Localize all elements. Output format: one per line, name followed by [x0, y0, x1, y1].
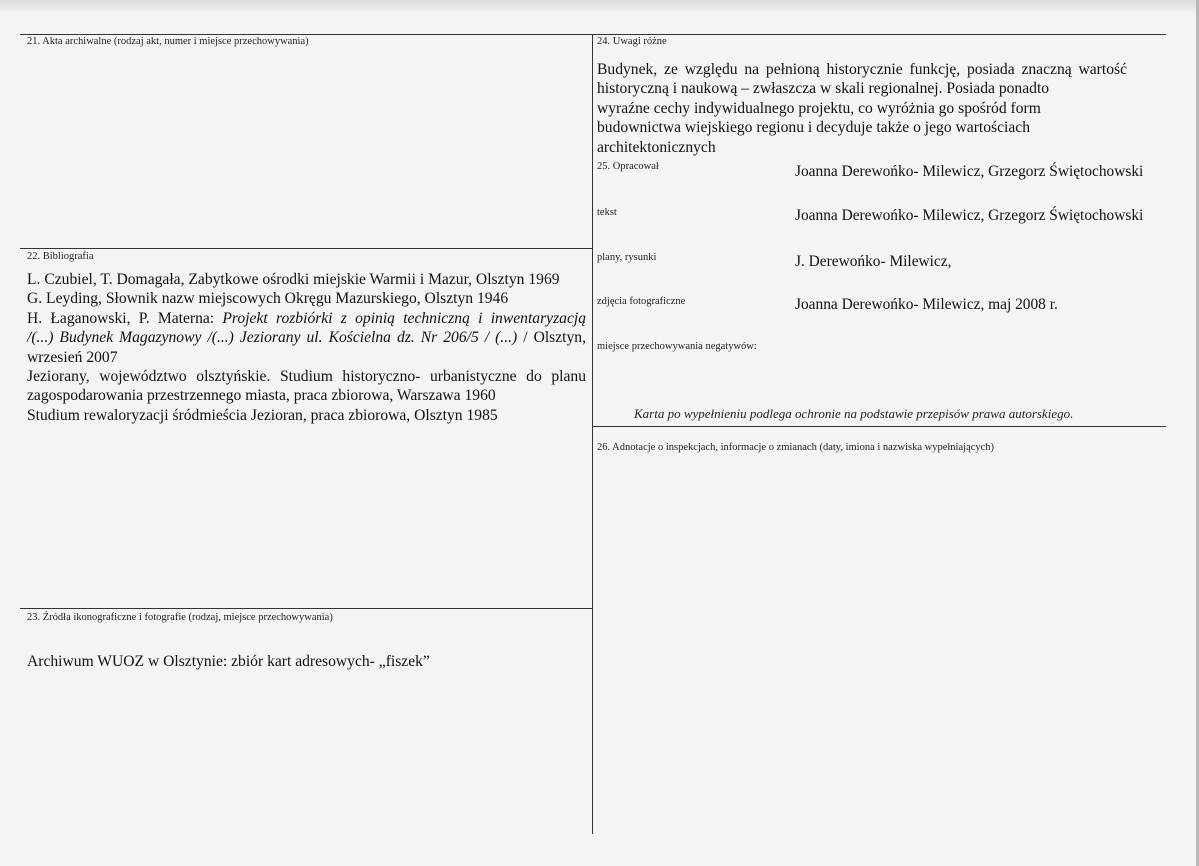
section-22-label: 22. Bibliografia: [27, 251, 94, 262]
bibliography-entry: zagospodarowania przestrzennego miasta, praca zbiorowa, Warszawa 1960: [27, 387, 496, 405]
section-24-label: 24. Uwagi różne: [597, 36, 667, 47]
divider-22-23: [20, 608, 592, 609]
section-25-label: 25. Opracował: [597, 161, 659, 172]
bibliography-entry: H. Łaganowski, P. Materna: Projekt rozbiórki z opinią techniczną i inwentaryzacją: [27, 309, 586, 327]
copyright-note: Karta po wypełnieniu podlega ochronie na podstawie przepisów prawa autorskiego.: [634, 406, 1074, 421]
text-author-value: Joanna Derewońko- Milewicz, Grzegorz Świętochowski: [795, 207, 1144, 224]
prepared-by-value: Joanna Derewońko- Milewicz, Grzegorz Świętochowski: [795, 163, 1144, 180]
top-rule: [20, 34, 1166, 35]
section-26-label: 26. Adnotacje o inspekcjach, informacje o zmianach (daty, imiona i nazwiska wypełniających): [597, 442, 995, 453]
bibliography-list: [27, 270, 586, 425]
divider-21-22: [20, 248, 592, 249]
plans-value: J. Derewońko- Milewicz,: [795, 253, 952, 270]
divider-25-26: [592, 426, 1166, 427]
remarks-line: Budynek, ze względu na pełnioną historycznie funkcję, posiada znaczną wartość: [597, 61, 1127, 78]
iconography-text: Archiwum WUOZ w Olsztynie: zbiór kart adresowych- „fiszek”: [27, 653, 430, 670]
photos-label: zdjęcia fotograficzne: [597, 296, 686, 307]
plans-label: plany, rysunki: [597, 252, 657, 263]
negatives-location-label: miejsce przechowywania negatywów:: [597, 341, 757, 352]
section-23-label: 23. Źródła ikonograficzne i fotografie (rodzaj, miejsce przechowywania): [27, 612, 333, 623]
remarks-text: [597, 60, 1127, 157]
remarks-line: wyraźne cechy indywidualnego projektu, co wyróżnia go spośród form: [597, 99, 1041, 117]
remarks-line: historyczną i naukową – zwłaszcza w skali regionalnej. Posiada ponadto: [597, 80, 1050, 98]
bibliography-entry: Jeziorany, województwo olsztyńskie. Studium historyczno- urbanistyczne do planu: [27, 368, 586, 386]
remarks-line: architektonicznych: [597, 138, 716, 156]
text-author-label: tekst: [597, 207, 617, 218]
photos-value: Joanna Derewońko- Milewicz, maj 2008 r.: [795, 296, 1058, 313]
bibliography-entry: wrzesień 2007: [27, 348, 118, 366]
bibliography-entry: L. Czubiel, T. Domagała, Zabytkowe ośrodki miejskie Warmii i Mazur, Olsztyn 1969: [27, 271, 560, 288]
bibliography-entry: G. Leyding, Słownik nazw miejscowych Okręgu Mazurskiego, Olsztyn 1946: [27, 290, 509, 308]
center-divider: [592, 34, 593, 834]
remarks-line: budownictwa wiejskiego regionu i decyduje także o jego wartościach: [597, 119, 1031, 137]
scan-shadow: [0, 0, 1199, 14]
bibliography-entry: /(...) Budynek Magazynowy /(...) Jeziorany ul. Kościelna dz. Nr 206/5 / (...) / Olsztyn,: [27, 329, 586, 347]
section-21-label: 21. Akta archiwalne (rodzaj akt, numer i miejsce przechowywania): [27, 36, 309, 47]
bibliography-entry: Studium rewaloryzacji śródmieścia Jezioran, praca zbiorowa, Olsztyn 1985: [27, 406, 498, 424]
